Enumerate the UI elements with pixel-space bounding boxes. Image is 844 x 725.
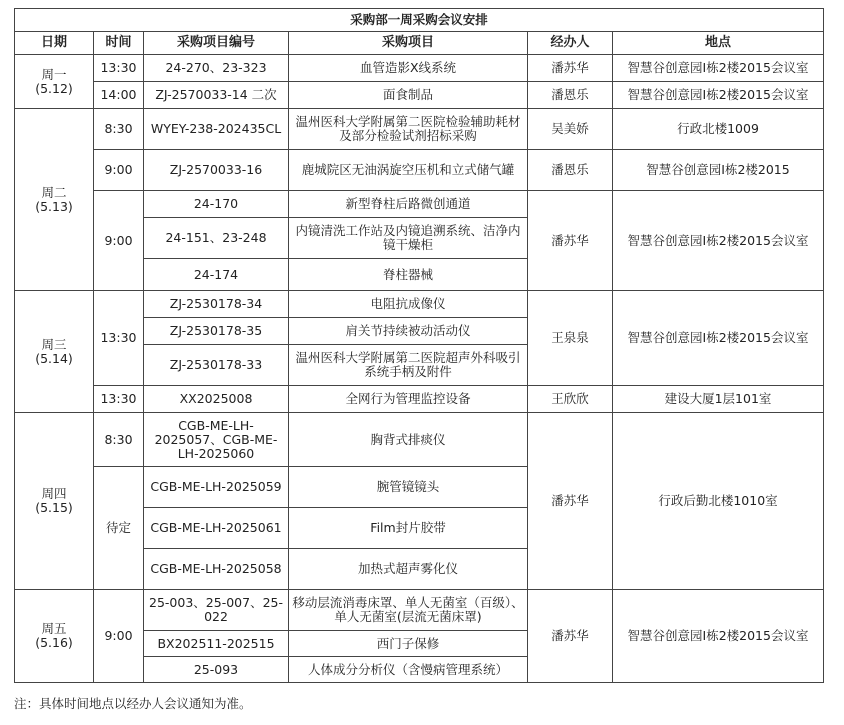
header-project-code: 采购项目编号 [144,32,289,55]
location-cell: 智慧谷创意园I栋2楼2015会议室 [613,291,824,386]
project-code-cell: 25-003、25-007、25-022 [144,590,289,631]
time-cell: 8:30 [94,109,144,150]
day-date: (5.14) [35,350,73,366]
day-cell-fri [15,590,94,683]
project-code-cell: CGB-ME-LH-2025057、CGB-ME-LH-2025060 [144,413,289,467]
day-date: (5.13) [35,198,73,214]
project-name-cell: 温州医科大学附属第二医院检验辅助耗材及部分检验试剂招标采购 [289,109,528,150]
project-name-cell: 内镜清洗工作站及内镜追溯系统、洁净内镜干燥柜 [289,218,528,259]
project-code-cell: WYEY-238-202435CL [144,109,289,150]
project-name-cell: Film封片胶带 [289,508,528,549]
project-code-cell: 24-151、23-248 [144,218,289,259]
location-cell: 建设大厦1层101室 [613,386,824,413]
day-cell-mon [15,55,94,109]
project-name-cell: 移动层流消毒床罩、单人无菌室（百级）、单人无菌室(层流无菌床罩) [289,590,528,631]
day-date: (5.12) [35,80,73,96]
project-name-cell: 全网行为管理监控设备 [289,386,528,413]
table-title: 采购部一周采购会议安排 [15,9,824,32]
project-code-cell: 24-174 [144,259,289,291]
header-date: 日期 [15,32,94,55]
day-date: (5.16) [35,635,73,650]
handler-cell: 潘苏华 [528,55,613,82]
day-date: (5.15) [35,500,73,515]
handler-cell: 潘苏华 [528,413,613,590]
day-name: 周四 [41,486,67,501]
location-cell: 行政北楼1009 [613,109,824,150]
time-cell: 9:00 [94,590,144,683]
project-code-cell: ZJ-2530178-33 [144,345,289,386]
day-cell-tue [15,109,94,291]
time-cell: 13:30 [94,386,144,413]
project-code-cell: CGB-ME-LH-2025061 [144,508,289,549]
project-name-cell: 加热式超声雾化仪 [289,549,528,590]
header-project: 采购项目 [289,32,528,55]
project-name-cell: 面食制品 [289,82,528,109]
time-cell: 9:00 [94,150,144,191]
meeting-schedule-table [14,8,824,683]
time-cell: 待定 [94,467,144,590]
project-code-cell: CGB-ME-LH-2025058 [144,549,289,590]
handler-cell: 潘苏华 [528,590,613,683]
project-code-cell: BX202511-202515 [144,631,289,657]
header-handler: 经办人 [528,32,613,55]
project-name-cell: 新型脊柱后路微创通道 [289,191,528,218]
header-location: 地点 [613,32,824,55]
project-code-cell: 24-170 [144,191,289,218]
day-name: 周二 [41,184,67,200]
time-cell: 14:00 [94,82,144,109]
time-cell: 9:00 [94,191,144,291]
location-cell: 智慧谷创意园I栋2楼2015会议室 [613,590,824,683]
project-name-cell: 人体成分分析仪（含慢病管理系统） [289,657,528,683]
location-cell: 智慧谷创意园I栋2楼2015会议室 [613,55,824,82]
time-cell: 13:30 [94,291,144,386]
project-name-cell: 鹿城院区无油涡旋空压机和立式储气罐 [289,150,528,191]
project-name-cell: 胸背式排痰仪 [289,413,528,467]
footnote: 注：具体时间地点以经办人会议通知为准。 [14,696,252,711]
day-name: 周一 [41,66,67,82]
time-cell: 13:30 [94,55,144,82]
handler-cell: 潘苏华 [528,191,613,291]
project-code-cell: 24-270、23-323 [144,55,289,82]
project-code-cell: CGB-ME-LH-2025059 [144,467,289,508]
location-cell: 智慧谷创意园I栋2楼2015会议室 [613,191,824,291]
project-code-cell: ZJ-2570033-16 [144,150,289,191]
project-name-cell: 西门子保修 [289,631,528,657]
project-code-cell: XX2025008 [144,386,289,413]
project-code-cell: ZJ-2570033-14 二次 [144,82,289,109]
day-cell-thu [15,413,94,590]
project-code-cell: 25-093 [144,657,289,683]
project-code-cell: ZJ-2530178-34 [144,291,289,318]
location-cell: 行政后勤北楼1010室 [613,413,824,590]
handler-cell: 潘恩乐 [528,150,613,191]
handler-cell: 吴美娇 [528,109,613,150]
handler-cell: 潘恩乐 [528,82,613,109]
project-name-cell: 温州医科大学附属第二医院超声外科吸引系统手柄及附件 [289,345,528,386]
project-code-cell: ZJ-2530178-35 [144,318,289,345]
handler-cell: 王泉泉 [528,291,613,386]
day-name: 周五 [41,621,67,636]
header-time: 时间 [94,32,144,55]
project-name-cell: 肩关节持续被动活动仪 [289,318,528,345]
project-name-cell: 腕管镜镜头 [289,467,528,508]
day-name: 周三 [41,336,67,352]
project-name-cell: 血管造影X线系统 [289,55,528,82]
handler-cell: 王欣欣 [528,386,613,413]
project-name-cell: 脊柱器械 [289,259,528,291]
time-cell: 8:30 [94,413,144,467]
location-cell: 智慧谷创意园I栋2楼2015会议室 [613,82,824,109]
day-cell-wed [15,291,94,413]
location-cell: 智慧谷创意园I栋2楼2015 [613,150,824,191]
project-name-cell: 电阻抗成像仪 [289,291,528,318]
